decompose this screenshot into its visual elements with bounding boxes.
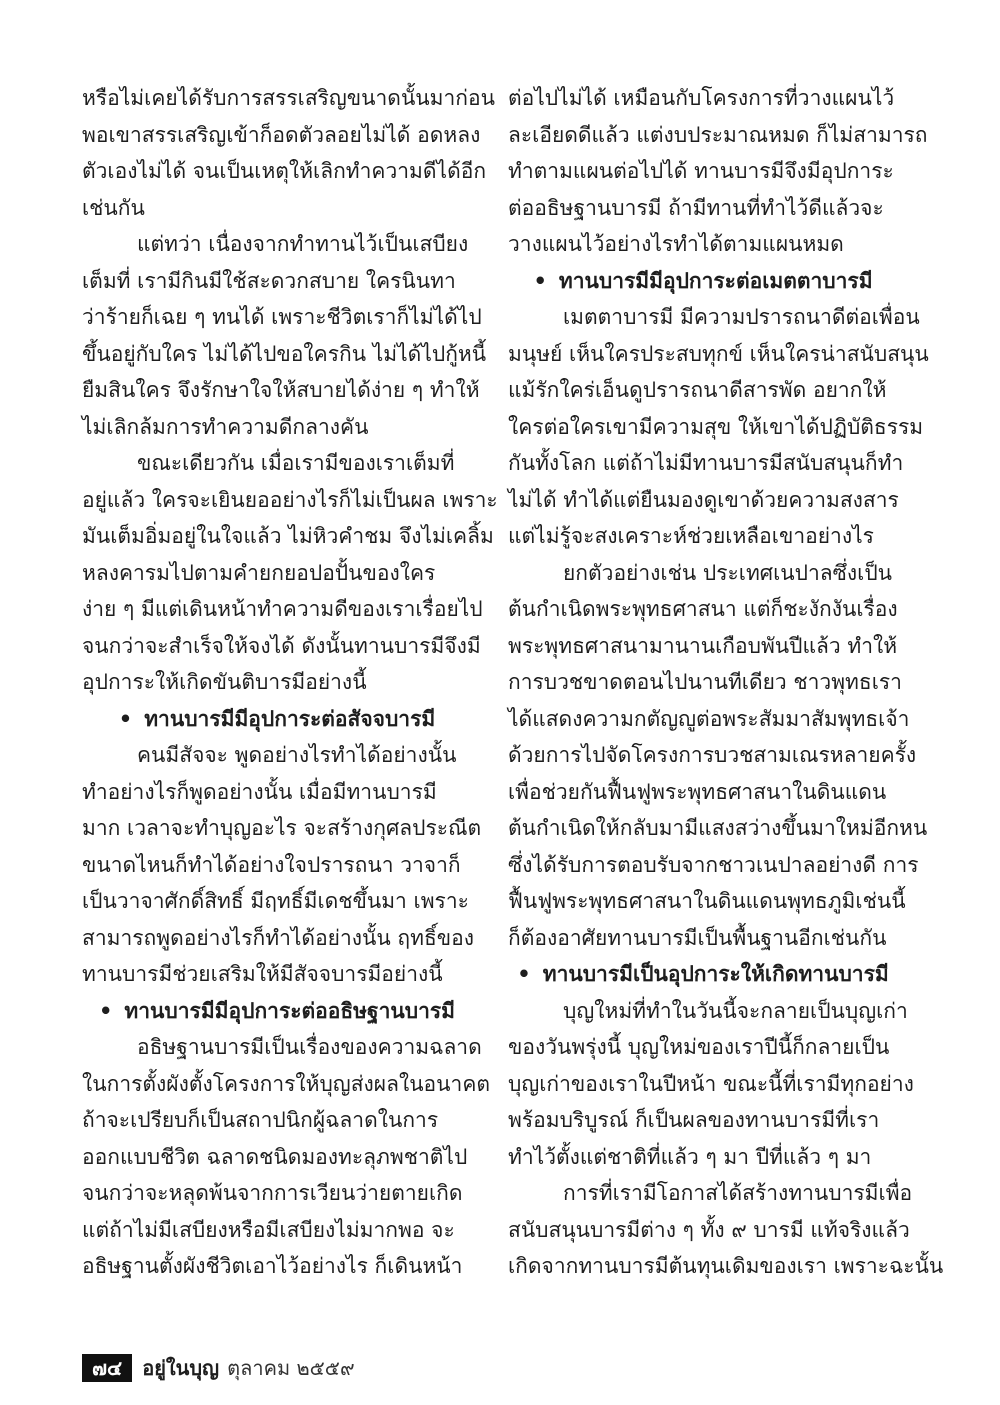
text-line: ทำไว้ตั้งแต่ชาติที่แล้ว ๆ มา ปีที่แล้ว ๆ มา: [508, 1144, 872, 1169]
text-line: เพื่อช่วยกันฟื้นฟูพระพุทธศาสนาในดินแดน: [508, 779, 887, 804]
magazine-title: อยู่ในบุญ: [142, 1356, 220, 1380]
text-line: แต่ไม่รู้จะสงเคราะห์ช่วยเหลือเขาอย่างไร: [508, 524, 874, 548]
text-line: บุญใหม่ที่ทำในวันนี้จะกลายเป็นบุญเก่า: [563, 998, 908, 1023]
text-line: ต้นกำเนิดพระพุทธศาสนา แต่ก็ชะงักงันเรื่อง: [508, 597, 898, 621]
text-line: อยู่แล้ว ใครจะเยินยออย่างไรก็ไม่เป็นผล เพราะ: [82, 487, 498, 512]
page-number: ๗๔: [82, 1354, 132, 1382]
section-heading: • ทานบารมีมีอุปการะต่อเมตตาบารมี: [508, 263, 898, 300]
text-line: หรือไม่เคยได้รับการสรรเสริญขนาดนั้นมาก่อน: [82, 86, 495, 110]
text-line: พร้อมบริบูรณ์ ก็เป็นผลของทานบารมีที่เรา: [508, 1108, 880, 1132]
text-line: ด้วยการไปจัดโครงการบวชสามเณรหลายครั้ง: [508, 743, 917, 767]
text-line: อธิษฐานตั้งผังชีวิตเอาไว้อย่างไร ก็เดินหน้า: [82, 1254, 463, 1278]
text-line: ว่าร้ายก็เฉย ๆ ทนได้ เพราะชีวิตเราก็ไม่ได้ไป: [82, 305, 482, 329]
text-line: มาก เวลาจะทำบุญอะไร จะสร้างกุศลประณีต: [82, 816, 482, 840]
text-line: ขนาดไหนก็ทำได้อย่างใจปรารถนา วาจาก็: [82, 852, 461, 877]
text-line: ขึ้นอยู่กับใคร ไม่ได้ไปขอใครกิน ไม่ได้ไปกู้หนี้: [82, 341, 487, 366]
text-line: เมตตาบารมี มีความปรารถนาดีต่อเพื่อน: [563, 305, 920, 329]
text-line: ฟื้นฟูพระพุทธศาสนาในดินแดนพุทธภูมิเช่นนี้: [508, 889, 906, 913]
text-line: สนับสนุนบารมีต่าง ๆ ทั้ง ๙ บารมี แท้จริงแล้ว: [508, 1217, 910, 1242]
text-line: ถ้าจะเปรียบก็เป็นสถาปนิกผู้ฉลาดในการ: [82, 1108, 439, 1132]
text-line: มันเต็มอิ่มอยู่ในใจแล้ว ไม่หิวคำชม จึงไม่เคลิ้ม: [82, 524, 494, 548]
text-line: ในการตั้งผังตั้งโครงการให้บุญส่งผลในอนาคต: [82, 1071, 491, 1096]
text-line: หลงคารมไปตามคำยกยอปอปั้นของใคร: [82, 560, 436, 585]
text-line: คนมีสัจจะ พูดอย่างไรทำได้อย่างนั้น: [137, 743, 457, 767]
text-line: แม้รักใคร่เอ็นดูปรารถนาดีสารพัด อยากให้: [508, 378, 887, 402]
text-line: จนกว่าจะสำเร็จให้จงได้ ดังนั้นทานบารมีจึงมี: [82, 633, 481, 658]
text-line: มนุษย์ เห็นใครประสบทุกข์ เห็นใครน่าสนับสนุน: [508, 341, 929, 366]
issue-date: ตุลาคม ๒๕๕๙: [227, 1356, 355, 1380]
text-line: ทำอย่างไรก็พูดอย่างนั้น เมื่อมีทานบารมี: [82, 779, 437, 804]
text-line: ยืมสินใคร จึงรักษาใจให้สบายได้ง่าย ๆ ทำให้: [82, 378, 480, 402]
text-line: เป็นวาจาศักดิ์สิทธิ์ มีฤทธิ์มีเดชขึ้นมา เพราะ: [82, 889, 469, 913]
text-line: ก็ต้องอาศัยทานบารมีเป็นพื้นฐานอีกเช่นกัน: [508, 925, 887, 950]
text-line: ได้แสดงความกตัญญูต่อพระสัมมาสัมพุทธเจ้า: [508, 706, 910, 731]
section-heading: • ทานบารมีมีอุปการะต่ออธิษฐานบารมี: [82, 993, 472, 1030]
text-line: ต้นกำเนิดให้กลับมามีแสงสว่างขึ้นมาใหม่อีกหน: [508, 816, 928, 840]
text-line: บุญเก่าของเราในปีหน้า ขณะนี้ที่เรามีทุกอย่าง: [508, 1071, 914, 1096]
text-line: ออกแบบชีวิต ฉลาดชนิดมองทะลุภพชาติไป: [82, 1144, 468, 1169]
text-line: ขณะเดียวกัน เมื่อเรามีของเราเต็มที่: [137, 451, 455, 475]
text-line: ทานบารมีช่วยเสริมให้มีสัจจบารมีอย่างนี้: [82, 962, 443, 986]
text-line: กันทั้งโลก แต่ถ้าไม่มีทานบารมีสนับสนุนก็ทำ: [508, 451, 904, 475]
text-line: ไม่ได้ ทำได้แต่ยืนมองดูเขาด้วยความสงสาร: [508, 487, 899, 512]
text-line: แต่ทว่า เนื่องจากทำทานไว้เป็นเสบียง: [137, 232, 469, 256]
right-column: [508, 80, 944, 1285]
text-line: ต่ออธิษฐานบารมี ถ้ามีทานที่ทำไว้ดีแล้วจะ: [508, 195, 884, 220]
text-line: พระพุทธศาสนามานานเกือบพันปีแล้ว ทำให้: [508, 633, 898, 658]
section-heading: • ทานบารมีมีอุปการะต่อสัจจบารมี: [82, 701, 472, 738]
section-heading: • ทานบารมีเป็นอุปการะให้เกิดทานบารมี: [508, 956, 898, 993]
text-line: ง่าย ๆ มีแต่เดินหน้าทำความดีของเราเรื่อยไป: [82, 597, 483, 621]
text-line: ซึ่งได้รับการตอบรับจากชาวเนปาลอย่างดี การ: [508, 852, 919, 877]
text-line: เกิดจากทานบารมีต้นทุนเดิมของเรา เพราะฉะนั้น: [508, 1254, 944, 1278]
text-line: สามารถพูดอย่างไรก็ทำได้อย่างนั้น ฤทธิ์ของ: [82, 925, 475, 950]
text-line: อุปการะให้เกิดขันติบารมีอย่างนี้: [82, 670, 367, 694]
text-line: ละเอียดดีแล้ว แต่งบประมาณหมด ก็ไม่สามารถ: [508, 122, 928, 147]
text-line: อธิษฐานบารมีเป็นเรื่องของความฉลาด: [137, 1035, 482, 1059]
text-line: ไม่เลิกล้มการทำความดีกลางคัน: [82, 414, 369, 439]
text-line: ต่อไปไม่ได้ เหมือนกับโครงการที่วางแผนไว้: [508, 86, 895, 110]
text-line: การบวชขาดตอนไปนานทีเดียว ชาวพุทธเรา: [508, 670, 902, 694]
text-line: เต็มที่ เรามีกินมีใช้สะดวกสบาย ใครนินทา: [82, 268, 456, 293]
text-line: ใครต่อใครเขามีความสุข ให้เขาได้ปฏิบัติธรรม: [508, 414, 924, 439]
text-line: วางแผนไว้อย่างไรทำได้ตามแผนหมด: [508, 232, 844, 256]
text-line: ยกตัวอย่างเช่น ประเทศเนปาลซึ่งเป็น: [563, 560, 893, 585]
page-footer: [82, 1353, 355, 1383]
text-line: พอเขาสรรเสริญเข้าก็อดตัวลอยไม่ได้ อดหลง: [82, 122, 481, 147]
left-column: [82, 80, 498, 1285]
text-line: ตัวเองไม่ได้ จนเป็นเหตุให้เลิกทำความดีได้อีก: [82, 159, 487, 183]
text-line: ของวันพรุ่งนี้ บุญใหม่ของเราปีนี้ก็กลายเป็น: [508, 1035, 890, 1059]
text-line: แต่ถ้าไม่มีเสบียงหรือมีเสบียงไม่มากพอ จะ: [82, 1217, 455, 1242]
text-line: จนกว่าจะหลุดพ้นจากการเวียนว่ายตายเกิด: [82, 1181, 463, 1205]
text-line: เช่นกัน: [82, 195, 145, 220]
text-line: การที่เรามีโอกาสได้สร้างทานบารมีเพื่อ: [563, 1181, 913, 1205]
text-line: ทำตามแผนต่อไปได้ ทานบารมีจึงมีอุปการะ: [508, 159, 894, 183]
